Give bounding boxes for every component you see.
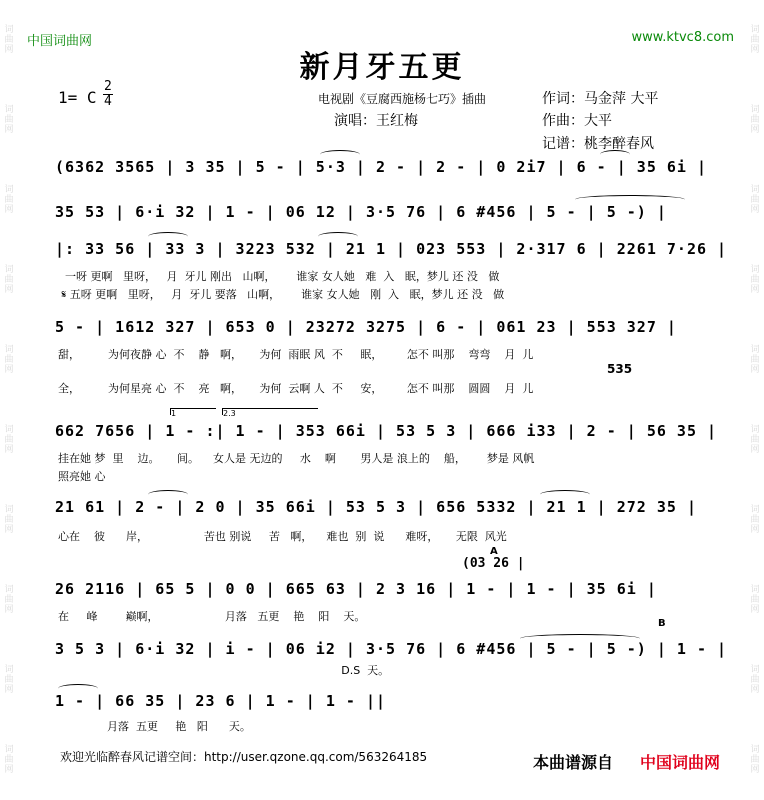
watermark-char: 曲	[750, 35, 760, 45]
watermark-char: 曲	[750, 755, 760, 765]
watermark-char: 曲	[750, 675, 760, 685]
watermark-char: 网	[4, 45, 14, 55]
watermark-word	[4, 505, 13, 535]
watermark-char: 网	[750, 45, 760, 55]
watermark-char: 网	[4, 445, 14, 455]
transcriber-credit: 记谱：桃李醉春风	[542, 136, 654, 152]
watermark-char: 曲	[4, 195, 14, 205]
time-signature	[103, 80, 113, 109]
volta-first-ending	[170, 408, 216, 418]
slur-arc	[520, 634, 640, 643]
segno-mark-a: A	[490, 546, 498, 557]
watermark-char: 网	[4, 365, 14, 375]
lyric-row-8: 在 峰 巅啊， 月落 五更 艳 阳 天。	[58, 610, 366, 623]
watermark-char: 曲	[4, 675, 14, 685]
watermark-char: 曲	[750, 595, 760, 605]
watermark-char: 网	[4, 605, 14, 615]
score-row-1: (6362 3565 | 3 35 | 5 - | 5·3 | 2 - | 2 - | 0 2i7 | 6 - | 35 6i |	[55, 158, 707, 176]
watermark-char: 词	[4, 25, 14, 35]
watermark-right	[746, 0, 764, 800]
score-row-9: 1 - | 66 35 | 23 6 | 1 - | 1 - ||	[55, 692, 387, 710]
watermark-word	[4, 265, 13, 295]
score-row-3: |: 33 56 | 33 3 | 3223 532 | 21 1 | 023 553 | 2·317 6 | 2261 7·26 |	[55, 240, 728, 258]
score-row-4: 5 - | 1612 327 | 653 0 | 23272 3275 | 6 - | 061 23 | 553 327 |	[55, 318, 677, 336]
watermark-char: 词	[750, 105, 760, 115]
watermark-word	[750, 185, 759, 215]
lyric-row-10: 月落 五更 艳 阳 天。	[58, 720, 251, 733]
watermark-char: 词	[4, 585, 14, 595]
lyricist-credit: 作词：马金萍 大平	[542, 91, 659, 107]
watermark-char: 网	[750, 685, 760, 695]
singer-credit: 演唱：王红梅	[334, 113, 418, 129]
watermark-char: 词	[750, 345, 760, 355]
watermark-char: 网	[4, 685, 14, 695]
watermark-char: 词	[4, 185, 14, 195]
segno-mark-b: B	[658, 618, 666, 629]
watermark-char: 网	[750, 125, 760, 135]
watermark-char: 网	[750, 605, 760, 615]
volta-first-label: 1	[171, 409, 177, 418]
slur-arc	[58, 684, 98, 693]
slur-arc	[540, 490, 590, 499]
watermark-char: 曲	[750, 435, 760, 445]
score-row-2: 35 53 | 6·i 32 | 1 - | 06 12 | 3·5 76 | 6 #456 | 5 - | 5 -) |	[55, 203, 667, 221]
watermark-word	[750, 505, 759, 535]
lyric-row-2: 𝄋 五呀 更啊 里呀， 月 牙儿 要落 山啊， 谁家 女人她 刚 入 眠，梦儿 还 没 做	[58, 288, 505, 301]
watermark-char: 曲	[4, 275, 14, 285]
watermark-word	[4, 665, 13, 695]
watermark-char: 曲	[750, 275, 760, 285]
watermark-char: 曲	[750, 195, 760, 205]
watermark-char: 网	[750, 365, 760, 375]
lyric-row-4: 全， 为何星亮 心 不 亮 啊， 为何 云啊 人 不 安， 怎不 叫那 圆圆 月 儿	[58, 382, 534, 395]
time-signature-top: 2	[104, 79, 112, 94]
watermark-word	[750, 425, 759, 455]
site-name-left[interactable]: 中国词曲网	[27, 34, 93, 49]
slur-arc	[575, 195, 685, 204]
score-row-6: 21 61 | 2 - | 2 0 | 35 66i | 53 5 3 | 656 5332 | 21 1 | 272 35 |	[55, 498, 697, 516]
watermark-char: 词	[4, 745, 14, 755]
watermark-char: 网	[4, 125, 14, 135]
watermark-char: 网	[4, 285, 14, 295]
watermark-char: 词	[4, 345, 14, 355]
watermark-word	[750, 745, 759, 775]
volta-second-ending	[222, 408, 318, 418]
watermark-char: 网	[750, 205, 760, 215]
score-row-8: 3 5 3 | 6·i 32 | i - | 06 i2 | 3·5 76 | 6 #456 | 5 - | 5 -) | 1 - |	[55, 640, 728, 658]
watermark-word	[4, 185, 13, 215]
watermark-char: 曲	[4, 515, 14, 525]
watermark-char: 曲	[4, 435, 14, 445]
watermark-char: 词	[750, 25, 760, 35]
watermark-char: 词	[750, 425, 760, 435]
watermark-word	[750, 585, 759, 615]
slur-arc	[318, 232, 358, 241]
watermark-char: 词	[750, 745, 760, 755]
watermark-left	[0, 0, 18, 800]
watermark-word	[4, 425, 13, 455]
watermark-char: 词	[4, 505, 14, 515]
watermark-char: 词	[4, 105, 14, 115]
watermark-word	[750, 345, 759, 375]
slur-arc	[148, 490, 188, 499]
watermark-char: 词	[750, 185, 760, 195]
watermark-char: 曲	[4, 35, 14, 45]
watermark-word	[4, 585, 13, 615]
watermark-word	[4, 345, 13, 375]
lyric-row-3: 甜， 为何夜静 心 不 静 啊， 为何 雨眠 风 不 眠， 怎不 叫那 弯弯 月 儿	[58, 348, 534, 361]
watermark-char: 网	[750, 525, 760, 535]
composer-credit: 作曲：大平	[542, 113, 612, 129]
watermark-char: 网	[750, 285, 760, 295]
watermark-char: 曲	[750, 355, 760, 365]
watermark-word	[750, 265, 759, 295]
drama-credit: 电视剧《豆腐西施杨七巧》插曲	[318, 92, 487, 106]
lyric-row-9: D.S 天。	[58, 664, 390, 677]
watermark-word	[4, 745, 13, 775]
watermark-char: 词	[750, 665, 760, 675]
watermark-word	[750, 105, 759, 135]
source-site-name[interactable]: 中国词曲网	[640, 753, 721, 772]
time-signature-bottom: 4	[104, 94, 112, 109]
watermark-char: 网	[4, 525, 14, 535]
watermark-char: 网	[750, 765, 760, 775]
watermark-char: 曲	[4, 755, 14, 765]
slur-arc	[320, 150, 360, 159]
song-title: 新月牙五更	[299, 50, 465, 85]
watermark-char: 词	[4, 665, 14, 675]
slur-arc	[148, 232, 188, 241]
coda-bracket: (03 26 |	[462, 556, 525, 571]
watermark-char: 网	[4, 205, 14, 215]
lyric-row-6: 照亮她 心	[58, 470, 106, 483]
watermark-char: 曲	[4, 355, 14, 365]
score-row-5: 662 7656 | 1 - :| 1 - | 353 66i | 53 5 3 | 666 i33 | 2 - | 56 35 |	[55, 422, 718, 440]
lyric-row-1: 一呀 更啊 里呀， 月 牙儿 刚出 山啊， 谁家 女人她 难 入 眠，梦儿 还 没 做	[58, 270, 500, 283]
key-signature: 1= C	[58, 88, 97, 107]
score-row-7: 26 2116 | 65 5 | 0 0 | 665 63 | 2 3 16 | 1 - | 1 - | 35 6i |	[55, 580, 657, 598]
slur-arc	[600, 150, 630, 159]
watermark-char: 词	[750, 505, 760, 515]
watermark-char: 网	[4, 765, 14, 775]
watermark-char: 词	[4, 425, 14, 435]
watermark-char: 网	[750, 445, 760, 455]
watermark-char: 词	[750, 585, 760, 595]
watermark-char: 词	[4, 265, 14, 275]
volta-second-label: 2.3	[223, 409, 236, 418]
watermark-word	[4, 105, 13, 135]
alternate-notes: 535	[607, 362, 633, 376]
watermark-char: 词	[750, 265, 760, 275]
lyric-row-7: 心在 彼 岸， 苦也 别说 苦 啊， 难也 别 说 难呀， 无限 风光	[58, 530, 507, 543]
watermark-char: 曲	[4, 115, 14, 125]
watermark-char: 曲	[750, 115, 760, 125]
watermark-word	[750, 665, 759, 695]
source-label: 本曲谱源自	[533, 753, 614, 772]
watermark-char: 曲	[750, 515, 760, 525]
footer-welcome: 欢迎光临醉春风记谱空间：http://user.qzone.qq.com/563264185	[60, 750, 428, 764]
watermark-char: 曲	[4, 595, 14, 605]
lyric-row-5: 挂在她 梦 里 边。 间。 女人是 无边的 水 啊 男人是 浪上的 船， 梦是 风帆	[58, 452, 535, 465]
site-url-right[interactable]: www.ktvc8.com	[631, 30, 734, 45]
